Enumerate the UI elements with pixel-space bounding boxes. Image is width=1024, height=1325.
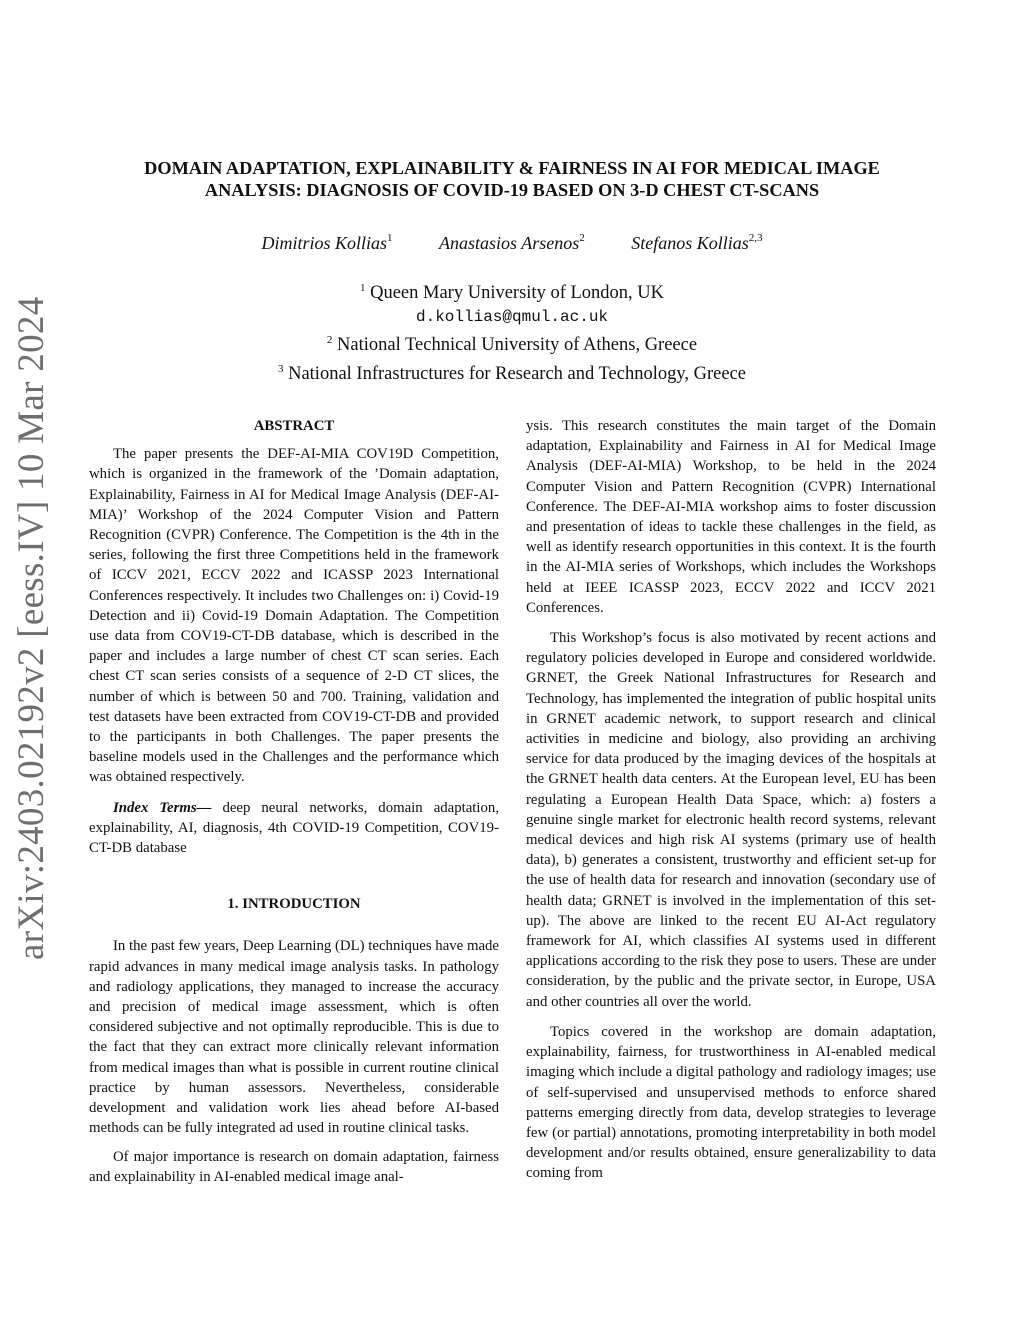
affiliations	[0, 277, 1024, 386]
intro-paragraph-2: Of major importance is research on domain adaptation, fairness and explainability in AI-enabled medical image anal-	[89, 1148, 499, 1185]
intro-paragraph-4: Topics covered in the workshop are domain adaptation, explainability, fairness, for trustworthiness in AI-enabled medical imaging which include a digital pathology and radiology images; use of self-supervised and unsupervised methods to enforce shared patterns emerging directly from data, develop strategies to leverage few (or partial) annotations, promoting interpretability in both model development and/or results obtained, ensure generalizability to data coming from	[526, 1023, 936, 1182]
affiliation-sup: 2	[326, 334, 333, 346]
arxiv-identifier: arXiv:2403.02192v2 [eess.IV] 10 Mar 2024	[11, 296, 52, 960]
author-list	[0, 232, 1024, 254]
affiliation-3	[0, 358, 1024, 387]
intro-paragraph-3: This Workshop’s focus is also motivated by recent actions and regulatory policies developed in Europe and considered worldwide. GRNET, the Greek National Infrastructures for Research and Technology, has implemented the integration of public hospital units in GRNET academic network, to support research and clinical activities in medicine and biology, also providing an archiving service for data produced by the imaging devices of the hospitals at the GRNET health data centers. At the European level, EU has been regulating a European Health Data Space, which: a) fosters a genuine single market for electronic health record systems, relevant medical devices and high risk AI systems (primary use of health data), b) generates a consistent, trustworthy and efficient set-up for the use of health data for research and innovation (secondary use of health data; GRNET is involved in the implementation of this set-up). The above are linked to the recent EU AI-Act regulatory framework for AI, which classifies AI systems used in different applications according to the risk they pose to users. These are under consideration, by the public and the private sector, in Europe, USA and other countries all over the world.	[526, 630, 936, 1010]
abstract-heading: ABSTRACT	[253, 418, 335, 434]
author-sup: 1	[387, 232, 393, 244]
intro-paragraph-2-continued: ysis. This research constitutes the main target of the Domain adaptation, Explainability and Fairness in AI for Medical Image Analysis (DEF-AI-MIA) Workshop, to be held in the 2024 Computer Vision and Pattern Recognition (CVPR) International Conference. The DEF-AI-MIA workshop aims to foster discussion and presentation of ideas to tackle these challenges in the field, as well as identify research opportunities in this context. It is the fourth in the AI-MIA series of Workshops, which includes the Workshops held at IEEE ICASSP 2023, ECCV 2022 and ICCV 2021 Conferences.	[526, 418, 936, 616]
abstract-text: The paper presents the DEF-AI-MIA COV19D Competition, which is organized in the framework of the ’Domain adaptation, Explainability, Fairness in AI for Medical Image Analysis (DEF-AI-MIA)’ Workshop of the 2024 Computer Vision and Pattern Recognition (CVPR) Conference. The Competition is the 4th in the series, following the first three Competitions held in the framework of ICCV 2021, ECCV 2022 and ICASSP 2023 International Conferences respectively. It includes two Challenges on: i) Covid-19 Detection and ii) Covid-19 Domain Adaptation. The Competition use data from COV19-CT-DB database, which is described in the paper and includes a large number of chest CT scan series. Each chest CT scan series consists of a sequence of 2-D CT slices, the number of which is between 50 and 700. Training, validation and test datasets have been extracted from COV19-CT-DB and provided to the participants in both Challenges. The paper presents the baseline models used in the Challenges and the performance which was obtained respectively.	[89, 446, 499, 786]
author-1	[262, 233, 393, 253]
author-2	[439, 233, 585, 253]
left-column	[89, 416, 499, 1187]
paper-title	[80, 157, 944, 201]
affiliation-text: National Infrastructures for Research and Technology, Greece	[288, 363, 747, 384]
affiliation-2	[0, 329, 1024, 358]
intro-paragraph-1: In the past few years, Deep Learning (DL) techniques have made rapid advances in many medical image analysis tasks. In pathology and radiology applications, they managed to increase the accuracy and precision of medical image assessment, which is often considered subjective and not optimally reproducible. This is due to the fact that they can extract more clinically relevant information from medical images than what is possible in current routine clinical practice by human assessors. Nevertheless, considerable development and validation work lies ahead before AI-based methods can be fully integrated ad used in routine clinical tasks.	[89, 938, 499, 1137]
affiliation-1	[0, 277, 1024, 306]
author-sup: 2,3	[748, 232, 763, 244]
index-terms-label: Index Terms—	[113, 799, 212, 816]
author-name: Anastasios Arsenos	[439, 233, 580, 253]
email-link[interactable]: d.kollias@qmul.ac.uk	[415, 307, 609, 326]
index-terms	[89, 798, 499, 859]
author-name: Stefanos Kollias	[631, 233, 749, 253]
title-line-2: ANALYSIS: DIAGNOSIS OF COVID-19 BASED ON 3-D CHEST CT-SCANS	[204, 180, 820, 200]
affiliation-sup: 3	[277, 362, 284, 375]
right-column	[526, 416, 936, 1184]
author-3	[631, 233, 762, 253]
introduction-heading: 1. INTRODUCTION	[227, 896, 361, 913]
affiliation-text: National Technical University of Athens, Greece	[337, 335, 698, 355]
affiliation-text: Queen Mary University of London, UK	[370, 283, 664, 303]
author-sup: 2	[579, 232, 585, 244]
title-line-1: DOMAIN ADAPTATION, EXPLAINABILITY & FAIRNESS IN AI FOR MEDICAL IMAGE	[144, 158, 880, 178]
author-name: Dimitrios Kollias	[261, 233, 388, 253]
affiliation-sup: 1	[359, 282, 366, 294]
index-terms-text: deep neural networks, domain adaptation, explainability, AI, diagnosis, 4th COVID-19 Competition, COV19-CT-DB database	[89, 799, 500, 857]
